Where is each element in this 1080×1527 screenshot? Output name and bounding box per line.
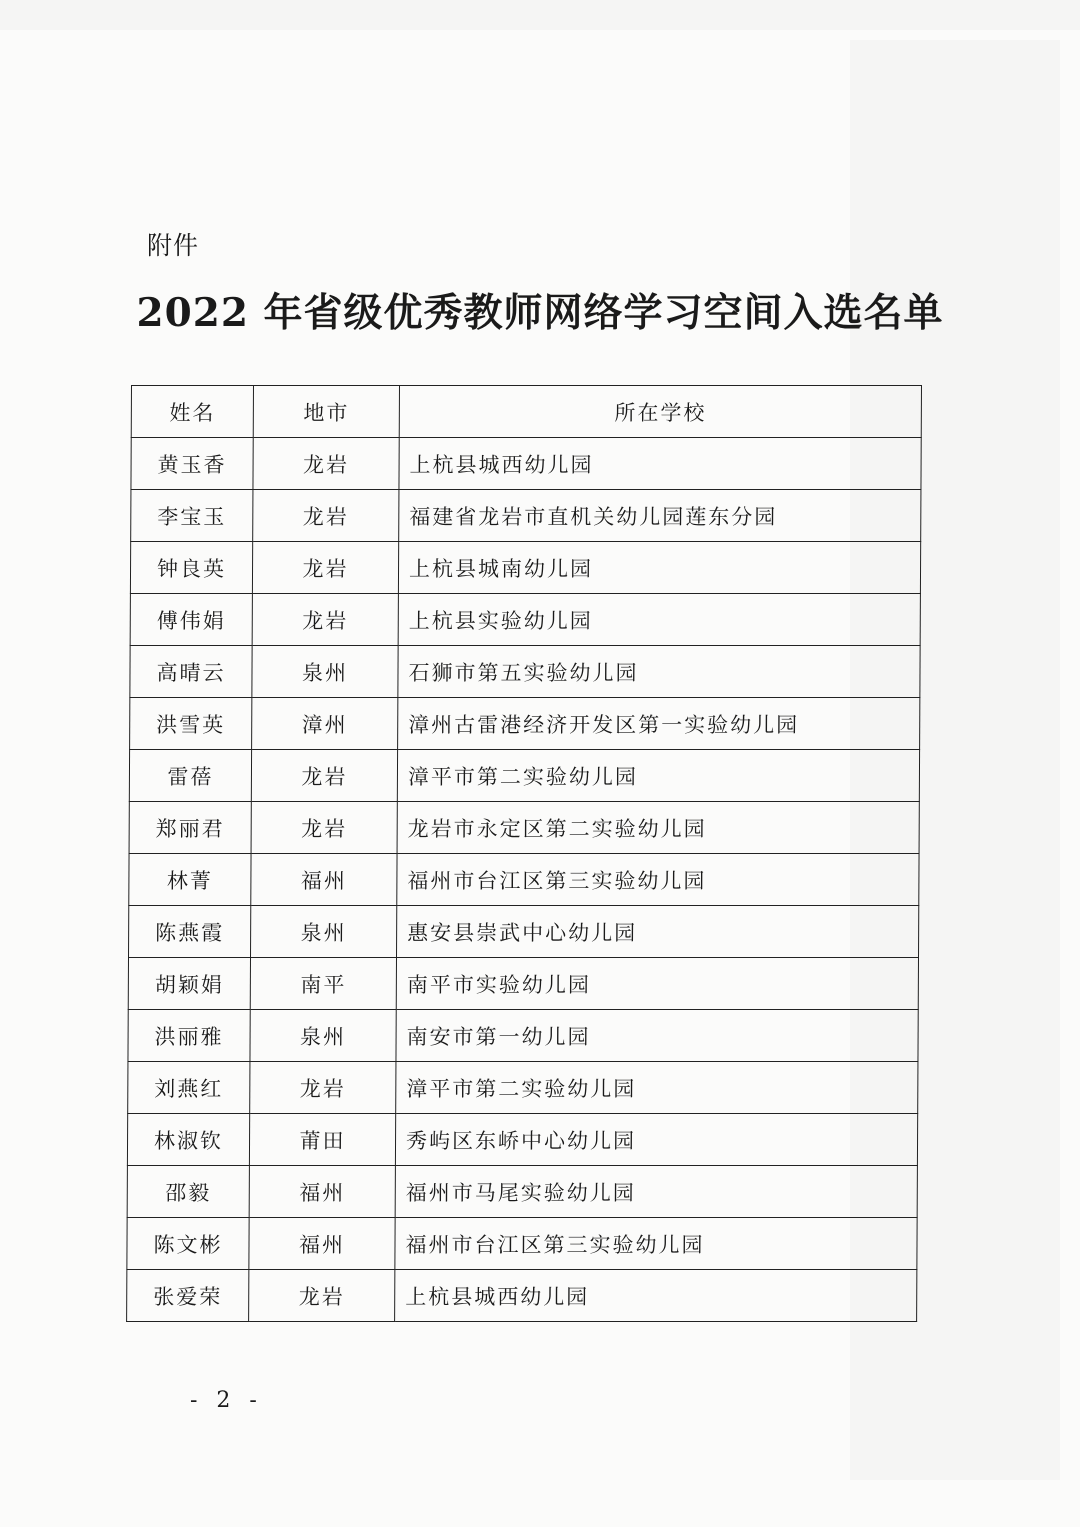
cell-name: 雷蓓 bbox=[129, 750, 251, 802]
cell-city: 莆田 bbox=[249, 1114, 395, 1166]
cell-school: 上杭县城西幼儿园 bbox=[395, 1270, 917, 1322]
table-row bbox=[129, 854, 919, 906]
cell-school: 漳平市第二实验幼儿园 bbox=[396, 1062, 918, 1114]
table-row bbox=[130, 542, 920, 594]
table-row bbox=[127, 1270, 917, 1322]
cell-school: 福州市台江区第三实验幼儿园 bbox=[395, 1218, 917, 1270]
document-title: 2022 年省级优秀教师网络学习空间入选名单 bbox=[136, 290, 944, 336]
cell-school: 福州市台江区第三实验幼儿园 bbox=[397, 854, 919, 906]
header-school: 所在学校 bbox=[399, 386, 921, 438]
selection-table-container bbox=[126, 385, 921, 1322]
cell-city: 漳州 bbox=[252, 698, 398, 750]
cell-name: 陈燕霞 bbox=[129, 906, 251, 958]
cell-city: 龙岩 bbox=[250, 1062, 396, 1114]
table-row bbox=[130, 698, 920, 750]
cell-name: 黄玉香 bbox=[131, 438, 253, 490]
cell-city: 龙岩 bbox=[252, 594, 398, 646]
cell-name: 刘燕红 bbox=[128, 1062, 250, 1114]
cell-name: 郑丽君 bbox=[129, 802, 251, 854]
cell-school: 漳平市第二实验幼儿园 bbox=[397, 750, 919, 802]
cell-school: 福州市马尾实验幼儿园 bbox=[395, 1166, 917, 1218]
table-row bbox=[127, 1114, 917, 1166]
table-header-row bbox=[131, 386, 921, 438]
table-row bbox=[129, 906, 919, 958]
cell-city: 龙岩 bbox=[251, 750, 397, 802]
cell-name: 傅伟娟 bbox=[130, 594, 252, 646]
cell-name: 胡颖娟 bbox=[128, 958, 250, 1010]
cell-school: 上杭县城西幼儿园 bbox=[399, 438, 921, 490]
cell-city: 南平 bbox=[250, 958, 396, 1010]
cell-school: 上杭县实验幼儿园 bbox=[398, 594, 920, 646]
cell-name: 林淑钦 bbox=[127, 1114, 249, 1166]
cell-school: 龙岩市永定区第二实验幼儿园 bbox=[397, 802, 919, 854]
cell-city: 福州 bbox=[251, 854, 397, 906]
table-row bbox=[129, 750, 919, 802]
table-row bbox=[128, 1010, 918, 1062]
cell-school: 漳州古雷港经济开发区第一实验幼儿园 bbox=[398, 698, 920, 750]
cell-city: 龙岩 bbox=[251, 802, 397, 854]
cell-city: 龙岩 bbox=[253, 438, 399, 490]
attachment-label: 附件 bbox=[147, 231, 200, 260]
cell-city: 龙岩 bbox=[249, 1270, 395, 1322]
cell-school: 惠安县崇武中心幼儿园 bbox=[397, 906, 919, 958]
table-row bbox=[131, 438, 921, 490]
table-row bbox=[128, 958, 918, 1010]
table-row bbox=[131, 490, 921, 542]
cell-school: 上杭县城南幼儿园 bbox=[398, 542, 920, 594]
table-row bbox=[127, 1166, 917, 1218]
cell-name: 钟良英 bbox=[130, 542, 252, 594]
table-row bbox=[127, 1218, 917, 1270]
cell-name: 洪丽雅 bbox=[128, 1010, 250, 1062]
cell-name: 林菁 bbox=[129, 854, 251, 906]
cell-name: 陈文彬 bbox=[127, 1218, 249, 1270]
header-name: 姓名 bbox=[131, 386, 253, 438]
page-number: - 2 - bbox=[190, 1388, 263, 1413]
table-row bbox=[130, 594, 920, 646]
selection-table bbox=[126, 385, 922, 1322]
cell-city: 泉州 bbox=[250, 1010, 396, 1062]
cell-name: 李宝玉 bbox=[131, 490, 253, 542]
cell-school: 南安市第一幼儿园 bbox=[396, 1010, 918, 1062]
table-row bbox=[128, 1062, 918, 1114]
cell-name: 洪雪英 bbox=[130, 698, 252, 750]
cell-school: 福建省龙岩市直机关幼儿园莲东分园 bbox=[399, 490, 921, 542]
cell-city: 福州 bbox=[249, 1218, 395, 1270]
cell-school: 秀屿区东峤中心幼儿园 bbox=[395, 1114, 917, 1166]
cell-name: 张爱荣 bbox=[127, 1270, 249, 1322]
cell-city: 龙岩 bbox=[253, 490, 399, 542]
cell-city: 泉州 bbox=[251, 906, 397, 958]
scan-shadow-top bbox=[0, 0, 1080, 30]
table-row bbox=[129, 802, 919, 854]
cell-city: 泉州 bbox=[252, 646, 398, 698]
header-city: 地市 bbox=[253, 386, 399, 438]
cell-name: 高晴云 bbox=[130, 646, 252, 698]
cell-school: 南平市实验幼儿园 bbox=[396, 958, 918, 1010]
table-row bbox=[130, 646, 920, 698]
cell-name: 邵毅 bbox=[127, 1166, 249, 1218]
cell-school: 石狮市第五实验幼儿园 bbox=[398, 646, 920, 698]
cell-city: 龙岩 bbox=[252, 542, 398, 594]
table-body bbox=[127, 438, 922, 1322]
cell-city: 福州 bbox=[249, 1166, 395, 1218]
